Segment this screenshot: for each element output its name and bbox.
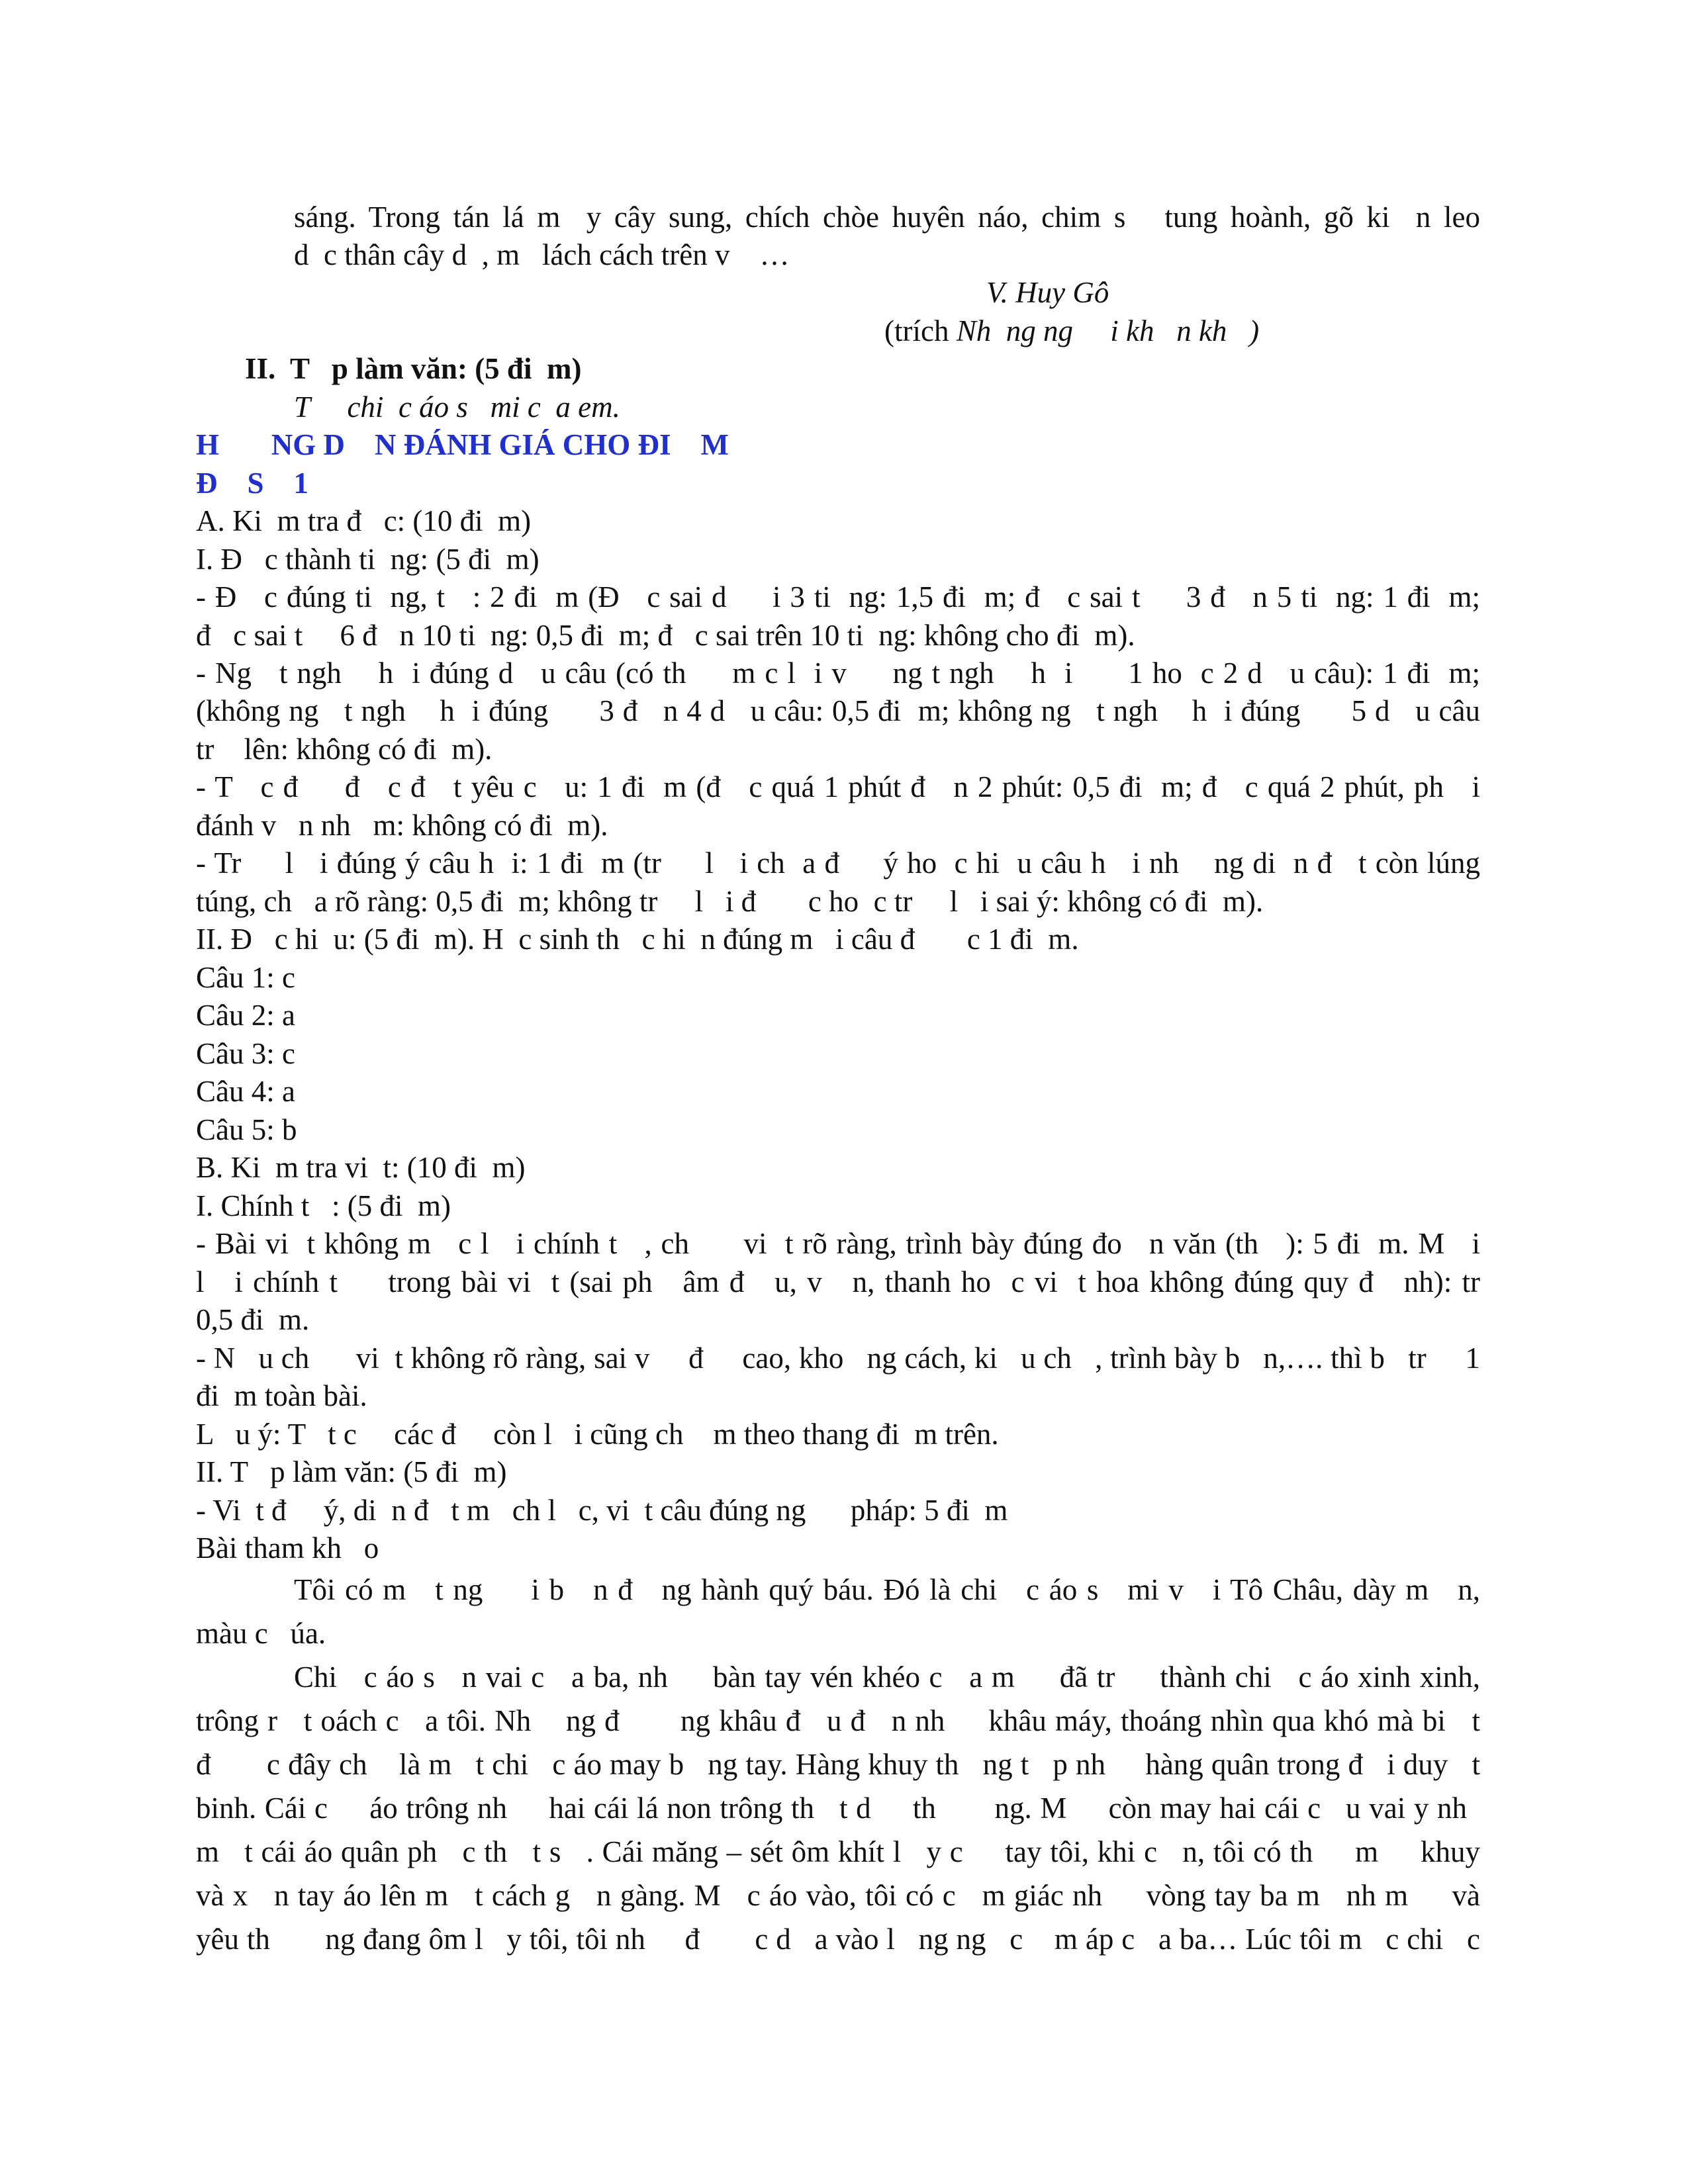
answer-line: 0,5 đi m. xyxy=(196,1303,310,1336)
answer-line: II. Đ c hi u: (5 đi m). H c sinh th c hi n đúng m i câu đ c 1 đi m. xyxy=(196,923,1079,956)
essay-line: Chi c áo s n vai c a ba, nh bàn tay vén khéo c a m đã tr thành chi c áo xinh xinh, xyxy=(294,1661,1480,1694)
writing-prompt: T chi c áo s mi c a em. xyxy=(294,390,620,424)
essay-line: đ c đây ch là m t chi c áo may b ng tay. Hàng khuy th ng t p nh hàng quân trong đ i duy t xyxy=(196,1748,1480,1781)
passage-line: d c thân cây d , m lách cách trên v … xyxy=(294,238,790,271)
answer-line: đánh v n nh m: không có đi m). xyxy=(196,809,608,842)
essay-line: m t cái áo quân ph c th t s . Cái măng – sét ôm khít l y c tay tôi, khi c n, tôi có th m khuy xyxy=(196,1835,1480,1868)
answer-line: (không ng t ngh h i đúng 3 đ n 4 d u câu: 0,5 đi m; không ng t ngh h i đúng 5 d u câu xyxy=(196,694,1480,727)
essay-line: binh. Cái c áo trông nh hai cái lá non trông th t d th ng. M còn may hai cái c u vai y nh xyxy=(196,1792,1467,1825)
answer-line: - Bài vi t không m c l i chính t , ch vi t rõ ràng, trình bày đúng đo n văn (th ): 5 đi m. M i xyxy=(196,1227,1480,1260)
answer-line: - Tr l i đúng ý câu h i: 1 đi m (tr l i ch a đ ý ho c hi u câu h i nh ng di n đ t còn lúng xyxy=(196,846,1480,880)
answer-line: I. Chính t : (5 đi m) xyxy=(196,1189,451,1222)
answer-line: A. Ki m tra đ c: (10 đi m) xyxy=(196,504,532,537)
question-answer: Câu 2: a xyxy=(196,999,295,1032)
answer-line: - Đ c đúng ti ng, t : 2 đi m (Đ c sai d i 3 ti ng: 1,5 đi m; đ c sai t 3 đ n 5 ti ng: 1 đi m; xyxy=(196,580,1480,614)
essay-line: yêu th ng đang ôm l y tôi, tôi nh đ c d a vào l ng ng c m áp c a ba… Lúc tôi m c chi c xyxy=(196,1923,1480,1956)
source-prefix: (trích xyxy=(884,314,957,347)
essay-line: và x n tay áo lên m t cách g n gàng. M c áo vào, tôi có c m giác nh vòng tay ba m nh m và xyxy=(196,1879,1480,1912)
question-answer: Câu 1: c xyxy=(196,961,295,994)
essay-line: trông r t oách c a tôi. Nh ng đ ng khâu đ u đ n nh khâu máy, thoáng nhìn qua khó mà bi t xyxy=(196,1704,1480,1737)
guide-title: H NG D N ĐÁNH GIÁ CHO ĐI M xyxy=(196,428,729,461)
answer-line: L u ý: T t c các đ còn l i cũng ch m theo thang đi m trên. xyxy=(196,1418,999,1451)
writing-section-heading: II. T p làm văn: (5 đi m) xyxy=(245,352,582,385)
passage-line: sáng. Trong tán lá m y cây sung, chích chòe huyên náo, chim s tung hoành, gõ ki n leo xyxy=(294,201,1480,234)
answer-line: đ c sai t 6 đ n 10 ti ng: 0,5 đi m; đ c sai trên 10 ti ng: không cho đi m). xyxy=(196,619,1135,652)
answer-line: I. Đ c thành ti ng: (5 đi m) xyxy=(196,543,539,576)
answer-line: - T c đ đ c đ t yêu c u: 1 đi m (đ c quá 1 phút đ n 2 phút: 0,5 đi m; đ c quá 2 phút, ph i xyxy=(196,770,1480,803)
answer-line: tr lên: không có đi m). xyxy=(196,733,492,766)
answer-line: Bài tham kh o xyxy=(196,1531,379,1565)
passage-author: V. Huy Gô xyxy=(986,276,1109,309)
question-answer: Câu 3: c xyxy=(196,1037,295,1070)
essay-line: Tôi có m t ng i b n đ ng hành quý báu. Đó là chi c áo s mi v i Tô Châu, dày m n, xyxy=(294,1573,1480,1606)
exam-number: Đ S 1 xyxy=(196,467,309,500)
answer-line: II. T p làm văn: (5 đi m) xyxy=(196,1455,507,1488)
answer-line: - Vi t đ ý, di n đ t m ch l c, vi t câu đúng ng pháp: 5 đi m xyxy=(196,1494,1008,1527)
answer-line: l i chính t trong bài vi t (sai ph âm đ u, v n, thanh ho c vi t hoa không đúng quy đ nh): tr xyxy=(196,1265,1480,1298)
answer-line: túng, ch a rõ ràng: 0,5 đi m; không tr l i đ c ho c tr l i sai ý: không có đi m). xyxy=(196,885,1264,918)
answer-line: đi m toàn bài. xyxy=(196,1379,367,1412)
essay-line: màu c úa. xyxy=(196,1617,326,1650)
source-title: Nh ng ng i kh n kh ) xyxy=(956,314,1260,347)
answer-line: - Ng t ngh h i đúng d u câu (có th m c l i v ng t ngh h i 1 ho c 2 d u câu): 1 đi m; xyxy=(196,657,1480,690)
passage-source xyxy=(884,316,1259,346)
answer-line: B. Ki m tra vi t: (10 đi m) xyxy=(196,1151,526,1184)
question-answer: Câu 4: a xyxy=(196,1075,295,1108)
answer-line: - N u ch vi t không rõ ràng, sai v đ cao, kho ng cách, ki u ch , trình bày b n,…. thì b tr 1 xyxy=(196,1342,1480,1375)
question-answer: Câu 5: b xyxy=(196,1113,297,1146)
